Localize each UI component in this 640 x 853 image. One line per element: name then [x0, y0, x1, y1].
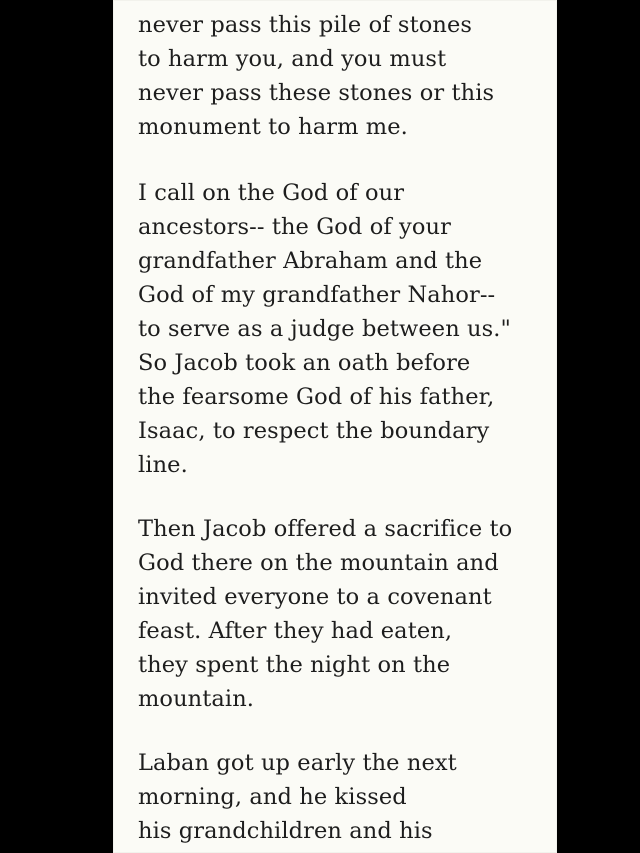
- text-line: God of my grandfather Nahor--: [138, 282, 496, 308]
- text-line: monument to harm me.: [138, 114, 408, 140]
- text-line: grandfather Abraham and the: [138, 248, 483, 274]
- text-line: to harm you, and you must: [138, 46, 447, 72]
- paragraph-3: [138, 512, 512, 716]
- text-line: line.: [138, 452, 188, 478]
- text-line: feast. After they had eaten,: [138, 618, 453, 644]
- text-line: Isaac, to respect the boundary: [138, 418, 490, 444]
- text-line: never pass this pile of stones: [138, 12, 473, 38]
- text-line: Then Jacob offered a sacrifice to: [138, 516, 513, 542]
- text-line: God there on the mountain and: [138, 550, 499, 576]
- text-line: the fearsome God of his father,: [138, 384, 495, 410]
- text-line: his grandchildren and his: [138, 818, 433, 844]
- text-line: I call on the God of our: [138, 180, 405, 206]
- text-line: morning, and he kissed: [138, 784, 407, 810]
- text-line: ancestors-- the God of your: [138, 214, 451, 240]
- text-line: mountain.: [138, 686, 255, 712]
- paragraph-4: [138, 746, 457, 848]
- paragraph-1: [138, 8, 494, 144]
- text-line: they spent the night on the: [138, 652, 451, 678]
- text-line: to serve as a judge between us.": [138, 316, 511, 342]
- text-line: So Jacob took an oath before: [138, 350, 471, 376]
- text-line: invited everyone to a covenant: [138, 584, 492, 610]
- paragraph-2: [138, 176, 511, 482]
- text-line: never pass these stones or this: [138, 80, 495, 106]
- text-line: Laban got up early the next: [138, 750, 457, 776]
